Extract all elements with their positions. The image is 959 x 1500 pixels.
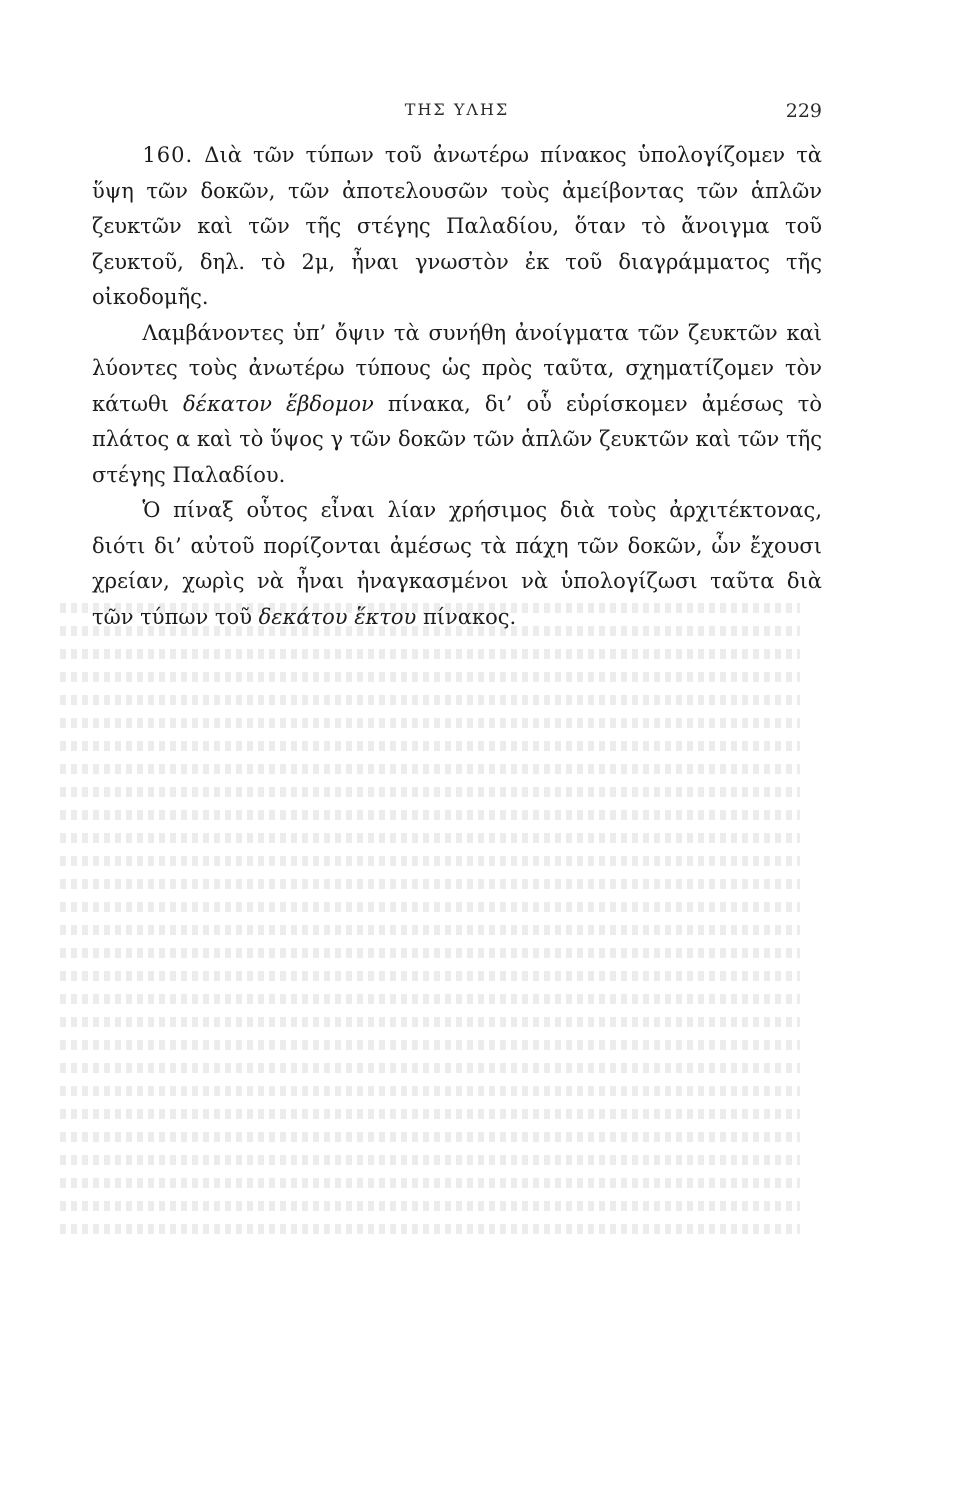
paragraph-text: πίνακος. [422,604,517,629]
paragraph-text: Ὁ πίναξ οὗτος εἶναι λίαν χρήσιμος διὰ τοὺς ἀρχιτέκτονας, διότι δι’ αὐτοῦ πορίζονται ἀμέσως τὰ πάχη τῶν δοκῶν, ὧν ἔχουσι χρείαν, χωρὶς νὰ ἦναι ἠναγκασμένοι νὰ ὑπολογίζωσι ταῦτα διὰ τῶν τύπων τοῦ [92,498,822,629]
paragraph-text: Διὰ τῶν τύπων τοῦ ἀνωτέρω πίνακος ὑπολογίζομεν τὰ ὕψη τῶν δοκῶν, τῶν ἀποτελουσῶν τοὺς ἀμείβοντας τῶν ἁπλῶν ζευκτῶν καὶ τῶν τῆς στέγης Παλαδίου, ὅταν τὸ ἄνοιγμα τοῦ ζευκτοῦ, δηλ. τὸ 2μ, ἦναι γνωστὸν ἐκ τοῦ διαγράμματος τῆς οἰκοδομῆς. [92,143,822,309]
page-number: 229 [785,100,822,122]
paragraph-2 [92,316,822,494]
italic-table-reference: δέκατον ἕβδομον [183,391,374,416]
page-header [92,100,822,130]
paragraph-text: Λαμβάνοντες ὑπ’ ὄψιν τὰ συνήθη ἀνοίγματα τῶν ζευκτῶν καὶ λύοντες τοὺς ἀνωτέρω τύπους ὡς πρὸς ταῦτα, σχηματίζομεν τὸν κάτωθι [92,320,822,416]
body-text [92,138,822,635]
paragraph-text: πίνακα, δι’ οὗ εὑρίσκομεν ἀμέσως τὸ πλάτος α καὶ τὸ ὕψος γ τῶν δοκῶν τῶν ἁπλῶν ζευκτῶν καὶ τῶν τῆς στέγης Παλαδίου. [92,391,822,487]
show-through-table-shadow [60,590,800,1250]
paragraph-160 [92,138,822,316]
italic-table-reference: δεκάτου ἕκτου [258,604,417,629]
section-number: 160. [142,143,194,167]
running-title: ΤΗΣ ΥΛΗΣ [404,100,510,119]
paragraph-3 [92,493,822,635]
